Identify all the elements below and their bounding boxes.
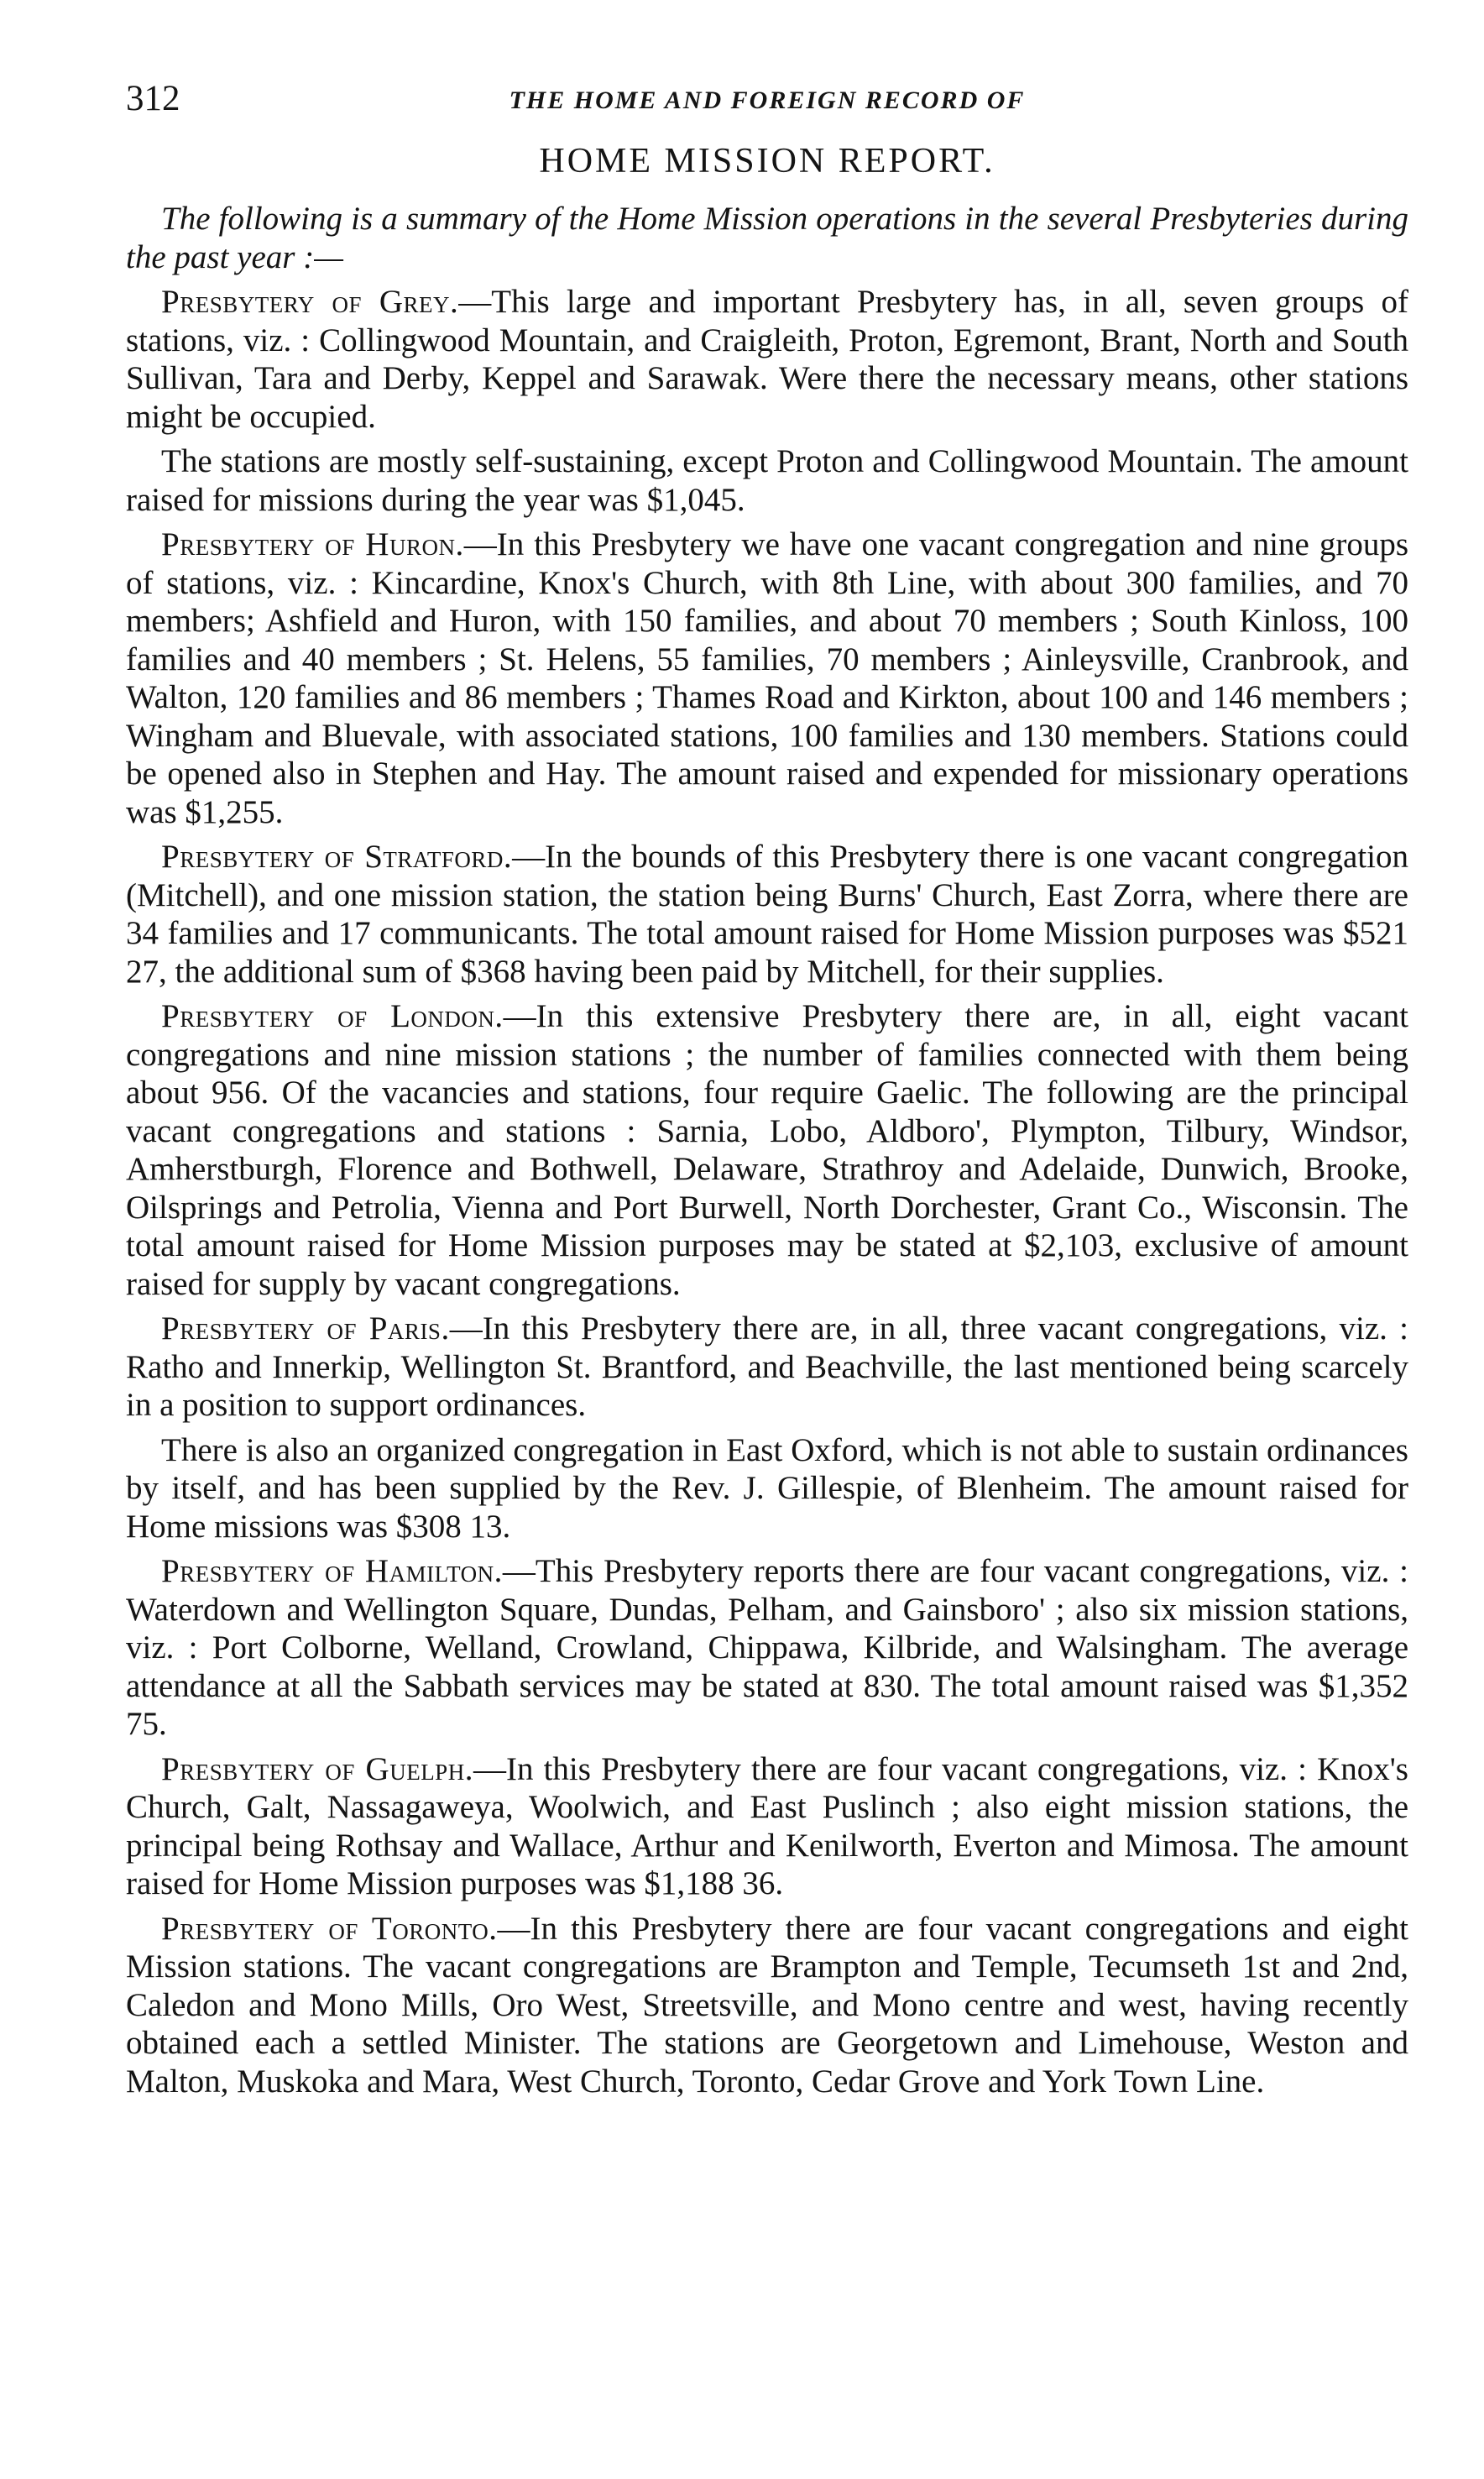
paragraph-paris-oxford <box>126 1431 1408 1546</box>
paragraph-grey-stations <box>126 442 1408 519</box>
paragraph-stratford <box>126 838 1408 991</box>
paragraph-heading: Presbytery of Guelph. <box>161 1750 473 1787</box>
paragraph-heading: Presbytery of Grey. <box>161 284 459 320</box>
paragraph-huron <box>126 526 1408 831</box>
paragraph-toronto <box>126 1910 1408 2101</box>
paragraph-text: —This Presbytery reports there are four vacant congregations, viz. : Waterdown and Wellington Square, Dundas, Pelham, and Gainsboro' ; also six mission stations, viz. : Port Colborne, Welland, Crowland, Chippawa, Kilbride, and Walsingham. The average attendance at all the Sabbath services may be stated at 830. The total amount raised was $1,352 75. <box>126 1553 1408 1742</box>
document-page <box>126 77 1408 2107</box>
paragraph-text: The stations are mostly self-sustaining, except Proton and Collingwood Mountain. The amount raised for missions during the year was $1,045. <box>126 443 1408 518</box>
paragraph-text: —In this Presbytery there are four vacant congregations, viz. : Knox's Church, Galt, Nassagaweya, Woolwich, and East Puslinch ; also eight mission stations, the principal being Rothsay and Wallace, Arthur and Kenilworth, Everton and Mimosa. The amount raised for Home Mission purposes was $1,188 36. <box>126 1750 1408 1901</box>
journal-title: THE HOME AND FOREIGN RECORD OF <box>509 86 1026 114</box>
section-title: HOME MISSION REPORT. <box>539 142 995 180</box>
paragraph-text: —In this extensive Presbytery there are, in all, eight vacant congregations and nine mission stations ; the number of families connected with them being about 956. Of the vacancies and stations, four require Gaelic. The following are the principal vacant congregations and stations : Sarnia, Lobo, Aldboro', Plympton, Tilbury, Windsor, Amherstburgh, Florence and Bothwell, Delaware, Strathroy and Adelaide, Dunwich, Brooke, Oilsprings and Petrolia, Vienna and Port Burwell, North Dorchester, Grant Co., Wisconsin. The total amount raised for Home Mission purposes may be stated at $2,103, exclusive of amount raised for supply by vacant congregations. <box>126 998 1408 1302</box>
paragraph-text: There is also an organized congregation in East Oxford, which is not able to sustain ordinances by itself, and has been supplied by the Rev. J. Gillespie, of Blenheim. The amount raised for Home missions was $308 13. <box>126 1431 1408 1545</box>
paragraph-text: —In this Presbytery there are four vacant congregations and eight Mission stations. The vacant congregations are Brampton and Temple, Tecumseth 1st and 2nd, Caledon and Mono Mills, Oro West, Streetsville, and Mono centre and west, having recently obtained each a settled Minister. The stations are Georgetown and Limehouse, Weston and Malton, Muskoka and Mara, West Church, Toronto, Cedar Grove and York Town Line. <box>126 1910 1409 2100</box>
running-header <box>126 77 1408 136</box>
intro-paragraph: The following is a summary of the Home Mission operations in the several Presbyteries during the past year :— <box>126 201 1408 275</box>
paragraph-hamilton <box>126 1552 1408 1744</box>
paragraph-text: —In the bounds of this Presbytery there is one vacant congregation (Mitchell), and one mission station, the station being Burns' Church, East Zorra, where there are 34 families and 17 communicants. The total amount raised for Home Mission purposes was $521 27, the additional sum of $368 having been paid by Mitchell, for their supplies. <box>126 839 1408 990</box>
paragraph-guelph <box>126 1750 1408 1903</box>
paragraph-heading: Presbytery of Hamilton. <box>161 1553 503 1589</box>
page-number: 312 <box>126 79 180 118</box>
paragraph-heading: Presbytery of Paris. <box>161 1310 450 1347</box>
paragraph-text: —In this Presbytery we have one vacant congregation and nine groups of stations, viz. : Kincardine, Knox's Church, with 8th Line, with about 300 families, and 70 members; Ashfield and Huron, with 150 families, and about 70 members ; South Kinloss, 100 families and 40 members ; St. Helens, 55 families, 70 members ; Ainleysville, Cranbrook, and Walton, 120 families and 86 members ; Thames Road and Kirkton, about 100 and 146 members ; Wingham and Bluevale, with associated stations, 100 families and 130 members. Stations could be opened also in Stephen and Hay. The amount raised and expended for missionary operations was $1,255. <box>126 526 1409 830</box>
paragraph-london <box>126 997 1408 1303</box>
paragraph-heading: Presbytery of London. <box>161 998 504 1034</box>
paragraph-heading: Presbytery of Stratford. <box>161 839 513 875</box>
paragraph-text: —In this Presbytery there are, in all, three vacant congregations, viz. : Ratho and Innerkip, Wellington St. Brantford, and Beachville, the last mentioned being scarcely in a position to support ordinances. <box>126 1310 1408 1423</box>
paragraph-heading: Presbytery of Toronto. <box>161 1910 498 1947</box>
paragraph-heading: Presbytery of Huron. <box>161 526 464 562</box>
paragraph-paris <box>126 1310 1408 1425</box>
paragraph-grey <box>126 283 1408 436</box>
paragraph-text: —This large and important Presbytery has, in all, seven groups of stations, viz. : Collingwood Mountain, and Craigleith, Proton, Egremont, Brant, North and South Sullivan, Tara and Derby, Keppel and Sarawak. Were there the necessary means, other stations might be occupied. <box>126 284 1408 435</box>
